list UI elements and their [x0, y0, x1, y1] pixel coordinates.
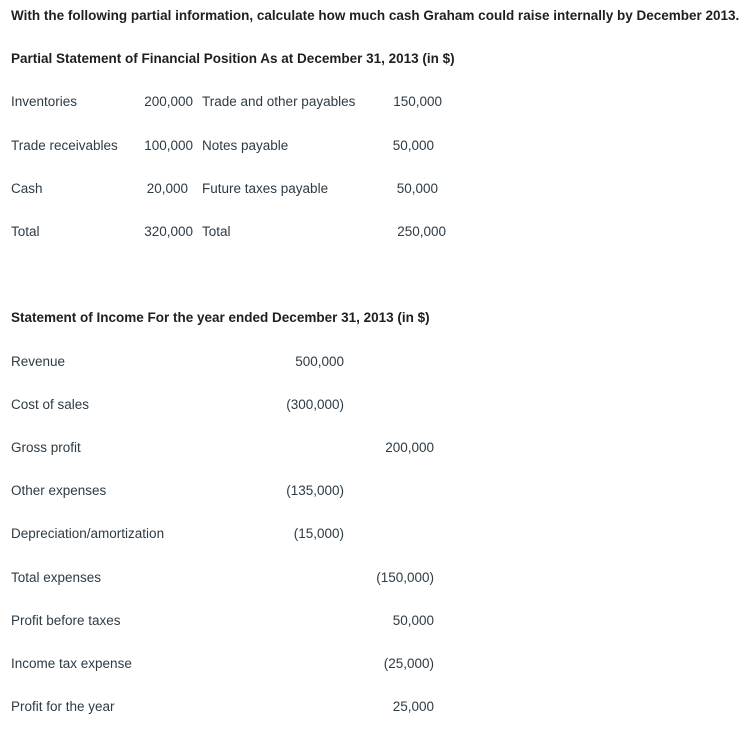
- income-statement-title: Statement of Income For the year ended December 31, 2013 (in $): [11, 310, 430, 325]
- is-row-label: Other expenses: [11, 483, 107, 498]
- is-row-label: Profit before taxes: [11, 613, 121, 628]
- bs-liability-label: Trade and other payables: [202, 94, 356, 109]
- is-row-label: Total expenses: [11, 570, 102, 585]
- bs-liability-value: 50,000: [392, 138, 434, 153]
- is-row-col2: 50,000: [392, 613, 434, 628]
- bs-asset-label: Trade receivables: [11, 138, 118, 153]
- bs-asset-value: 320,000: [144, 224, 193, 239]
- bs-liability-label: Future taxes payable: [202, 181, 329, 196]
- question-text: With the following partial information, calculate how much cash Graham could raise internally by December 2013.: [11, 8, 740, 23]
- bs-asset-value: 100,000: [144, 138, 193, 153]
- bs-asset-label: Cash: [11, 181, 43, 196]
- is-row-label: Revenue: [11, 354, 66, 369]
- bs-liability-label: Notes payable: [202, 138, 289, 153]
- bs-liability-value: 150,000: [393, 94, 442, 109]
- bs-liability-value: 250,000: [397, 224, 446, 239]
- is-row-col1: 500,000: [295, 354, 344, 369]
- is-row-label: Income tax expense: [11, 656, 132, 671]
- bs-asset-label: Total: [11, 224, 40, 239]
- bs-asset-value: 20,000: [146, 181, 188, 196]
- is-row-label: Depreciation/amortization: [11, 526, 165, 541]
- bs-liability-label: Total: [202, 224, 231, 239]
- is-row-col2: (150,000): [376, 570, 434, 585]
- bs-liability-value: 50,000: [396, 181, 438, 196]
- is-row-col2: 25,000: [392, 699, 434, 714]
- is-row-label: Cost of sales: [11, 397, 90, 412]
- is-row-col2: 200,000: [385, 440, 434, 455]
- balance-sheet-title: Partial Statement of Financial Position As at December 31, 2013 (in $): [11, 51, 455, 66]
- is-row-label: Gross profit: [11, 440, 81, 455]
- bs-asset-value: 200,000: [144, 94, 193, 109]
- is-row-label: Profit for the year: [11, 699, 115, 714]
- bs-asset-label: Inventories: [11, 94, 78, 109]
- is-row-col1: (135,000): [286, 483, 344, 498]
- is-row-col1: (300,000): [286, 397, 344, 412]
- is-row-col1: (15,000): [293, 526, 344, 541]
- is-row-col2: (25,000): [383, 656, 434, 671]
